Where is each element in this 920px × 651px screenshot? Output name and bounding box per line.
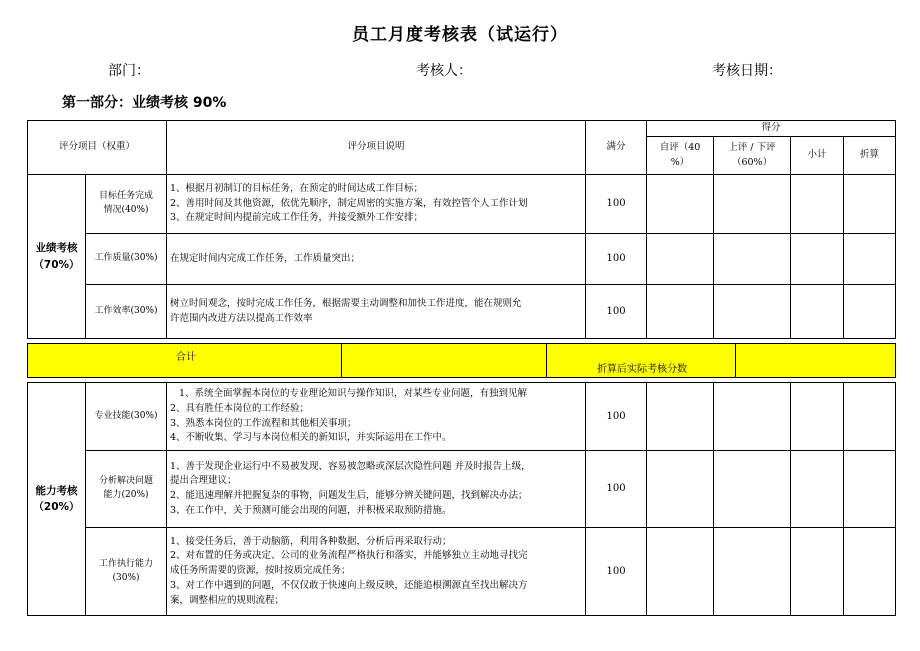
assessment-date-label: 考核日期： [712, 63, 782, 79]
self-eval-cell[interactable] [647, 175, 714, 234]
full-score: 100 [586, 528, 647, 616]
table-row [28, 234, 896, 285]
column-header-self-eval: 自评（40 %） [647, 137, 714, 175]
totals-cell [28, 344, 896, 378]
superior-eval-cell[interactable] [714, 383, 791, 451]
item-description: 1、根据月初制订的目标任务，在预定的时间达成工作目标； 2、善用时间及其他资源，依优先顺序，制定周密的实施方案，有效控管个人工作计划 3、在规定时间内提前完成工作任务，并接受额外工作安排； [167, 175, 586, 234]
item-name: 分析解决问题 能力(20%) [86, 451, 167, 528]
table-row [28, 175, 896, 234]
item-description: 1、善于发现企业运行中不易被发现、容易被忽略或深层次隐性问题 并及时报告上级， 提出合理建议； 2、能迅速理解并把握复杂的事物，问题发生后，能够分辨关键问题，找到解决办法； 3、在工作中，关于预测可能会出现的问题，并积极采取预防措施。 [167, 451, 586, 528]
item-description: 在规定时间内完成工作任务，工作质量突出； [167, 234, 586, 285]
self-eval-cell[interactable] [647, 285, 714, 339]
superior-eval-cell[interactable] [714, 234, 791, 285]
column-header-item: 评分项目（权重） [28, 121, 167, 175]
total-label: 合计 [31, 344, 342, 377]
item-name: 工作质量(30%) [86, 234, 167, 285]
item-description: 1、系统全面掌握本岗位的专业理论知识与操作知识，对某些专业问题，有独到见解 2、具有胜任本岗位的工作经验； 3、熟悉本岗位的工作流程和其他相关事项； 4、不断收集、学习与本岗位相关的新知识，并实际运用在工作中。 [167, 383, 586, 451]
converted-cell[interactable] [844, 234, 896, 285]
full-score: 100 [586, 234, 647, 285]
total-value-cell[interactable] [342, 344, 547, 377]
column-header-converted: 折算 [844, 137, 896, 175]
totals-row [28, 344, 896, 378]
converted-cell[interactable] [844, 528, 896, 616]
header-row-1 [28, 121, 896, 137]
table-row [28, 528, 896, 616]
converted-cell[interactable] [844, 285, 896, 339]
column-header-full-score: 满分 [586, 121, 647, 175]
item-name: 工作执行能力 (30%) [86, 528, 167, 616]
group-label-ability: 能力考核 （20%） [28, 383, 86, 616]
table-row [28, 383, 896, 451]
item-description: 树立时间观念，按时完成工作任务，根据需要主动调整和加快工作进度，能在规则允 许范围内改进方法以提高工作效率 [167, 285, 586, 339]
converted-cell[interactable] [844, 383, 896, 451]
subtotal-cell[interactable] [791, 175, 844, 234]
table-row [28, 451, 896, 528]
column-header-subtotal: 小计 [791, 137, 844, 175]
converted-cell[interactable] [844, 175, 896, 234]
item-name: 专业技能(30%) [86, 383, 167, 451]
subtotal-cell[interactable] [791, 285, 844, 339]
full-score: 100 [586, 285, 647, 339]
item-description: 1、接受任务后，善于动脑筋，利用各种数据，分析后再采取行动； 2、对布置的任务或决定、公司的业务流程严格执行和落实，并能够独立主动地寻找完 成任务所需要的资源，按时按质完成任务； 3、对工作中遇到的问题，不仅仅敢于快速向上级反映，还能追根溯源直至找出解决方 案，调整相应的规则流程； [167, 528, 586, 616]
assessor-label: 考核人： [416, 63, 472, 79]
page-title: 员工月度考核表（试运行） [352, 25, 568, 45]
self-eval-cell[interactable] [647, 451, 714, 528]
item-name: 工作效率(30%) [86, 285, 167, 339]
column-header-description: 评分项目说明 [167, 121, 586, 175]
self-eval-cell[interactable] [647, 383, 714, 451]
subtotal-cell[interactable] [791, 234, 844, 285]
full-score: 100 [586, 383, 647, 451]
column-header-superior-eval: 上评 / 下评 （60%） [714, 137, 791, 175]
table-row [28, 285, 896, 339]
department-label: 部门： [108, 63, 150, 79]
full-score: 100 [586, 175, 647, 234]
subtotal-cell[interactable] [791, 451, 844, 528]
section-title: 第一部分：业绩考核 90% [62, 95, 227, 111]
superior-eval-cell[interactable] [714, 528, 791, 616]
superior-eval-cell[interactable] [714, 285, 791, 339]
assessment-table [27, 120, 896, 616]
subtotal-cell[interactable] [791, 383, 844, 451]
group-label-performance: 业绩考核 （70%） [28, 175, 86, 339]
calc-score-label: 折算后实际考核分数 [547, 344, 736, 377]
converted-cell[interactable] [844, 451, 896, 528]
superior-eval-cell[interactable] [714, 175, 791, 234]
full-score: 100 [586, 451, 647, 528]
self-eval-cell[interactable] [647, 234, 714, 285]
superior-eval-cell[interactable] [714, 451, 791, 528]
calc-score-value-cell[interactable] [736, 344, 892, 377]
column-header-score-group: 得分 [647, 121, 896, 137]
subtotal-cell[interactable] [791, 528, 844, 616]
item-name: 目标任务完成 情况(40%) [86, 175, 167, 234]
self-eval-cell[interactable] [647, 528, 714, 616]
